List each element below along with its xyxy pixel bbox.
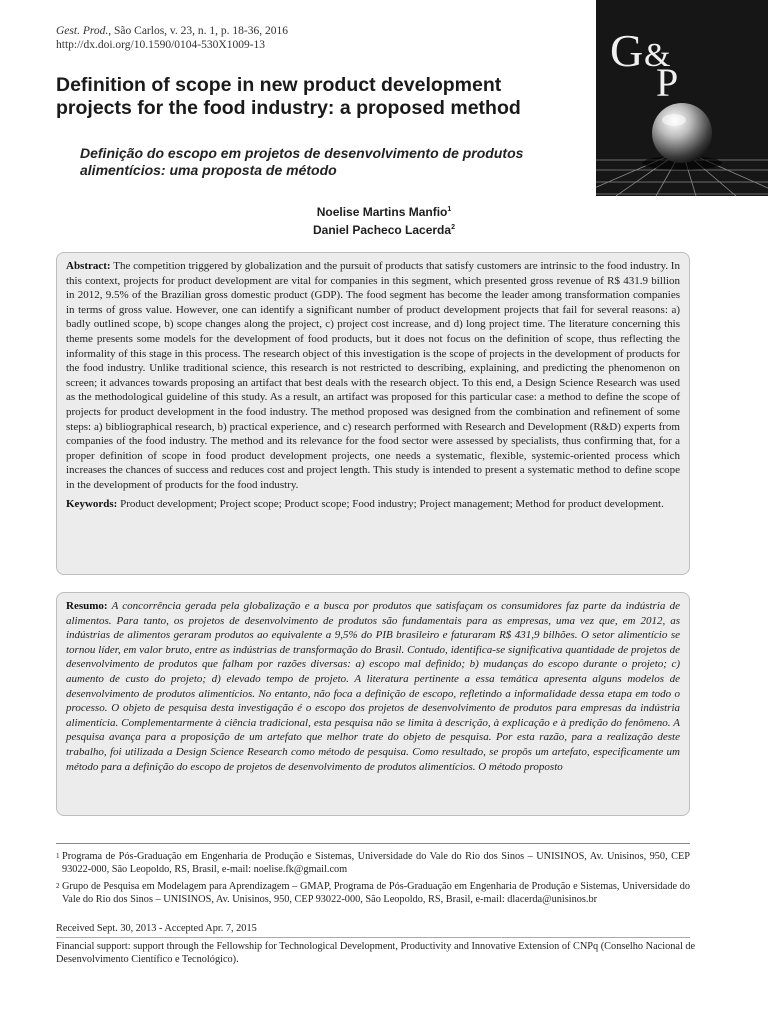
logo-letter-p: P [656, 60, 679, 105]
resumo-paragraph [66, 599, 680, 774]
abstract-box [56, 252, 690, 575]
financial-support: Financial support: support through the Fellowship for Technological Development, Productivity and Innovative Extension of CNPq (Conselho Nacional de Desenvolvimento Científico e Tecnológico). [56, 941, 696, 965]
author-name: Noelise Martins Manfio [316, 205, 448, 219]
abstract-text: The competition triggered by globalization and the pursuit of products that satisfy customers are intrinsic to the food industry. In this context, projects for product development are vital for companies in this segment, which presented gross revenue of R$ 431.9 billion in 2012, 9.5% of the Brazilian gross domestic product (GDP). The food segment has become the leader among transformation companies in terms of gross value. However, one can identify a significant number of product development projects that fail for several reasons: a) badly outlined scope, b) scope changes along the project, c) project cost increase, and d) long project time. The literature concerning this theme presents some models for the development of food products, but it does not focus on the definition of scope, thus reflecting the informality of this stage in this process. The research object of this investigation is the scope of projects in the development of products for the food industry. Unlike traditional science, this research is not restricted to describing, explaining, and predicting the phenomenon on screen; it advances towards proposing an artifact that best deals with the research object. To this end, a Design Science Research was used as the methodological guideline of this study. As a result, an artifact was proposed for this particular case: a method to define the scope of projects for product development in the food industry. The method proposed was designed from the combination and refinement of some steps: a) bibliographical research, b) practical experience, and c) research performed with Research and Development (R&D) experts from companies of the food industry. The method and its relevance for the food sector were assessed by specialists, thus confirming that, for a proper definition of scope in food product development projects, one needs a systematic, flexible, systemic-oriented process which increases the chances of success and reduces cost and project length. This study is intended to present a systematic method to define scope in the development of products for the food industry. [66, 260, 680, 491]
received-accepted-dates: Received Sept. 30, 2013 - Accepted Apr. 7, 2015 [56, 923, 257, 934]
author-name: Daniel Pacheco Lacerda [313, 223, 452, 237]
author-2 [0, 220, 768, 238]
keywords-paragraph [66, 497, 680, 512]
journal-details: , São Carlos, v. 23, n. 1, p. 18-36, 2016 [108, 25, 289, 37]
resumo-box [56, 592, 690, 816]
footnote-2 [56, 880, 690, 906]
footnote-mark: 1 [56, 852, 60, 860]
abstract-paragraph [66, 259, 680, 493]
logo-letter-g: G [610, 25, 644, 76]
footnote-1 [56, 850, 690, 876]
funding-divider [56, 937, 690, 938]
footnote-mark: 2 [56, 882, 60, 890]
article-subtitle: Definição do escopo em projetos de desenvolvimento de produtos alimentícios: uma proposta de método [80, 145, 524, 178]
journal-citation [56, 24, 288, 38]
logo-ampersand: & [644, 37, 671, 74]
author-list [0, 202, 768, 238]
journal-name: Gest. Prod. [56, 25, 109, 37]
footnote-divider [56, 843, 690, 844]
author-1 [0, 202, 768, 220]
abstract-label: Abstract: [66, 260, 111, 272]
author-mark: 2 [451, 224, 455, 231]
author-mark: 1 [447, 206, 452, 213]
keywords-text: Product development; Project scope; Product scope; Food industry; Project management; Method for product development. [120, 497, 664, 510]
journal-logo [596, 0, 768, 196]
keywords-label: Keywords: [66, 497, 118, 510]
resumo-label: Resumo: [66, 600, 108, 612]
globe-on-grid-logo-icon [596, 0, 768, 196]
resumo-text: A concorrência gerada pela globalização e a busca por produtos que satisfaçam os consumidores faz parte da indústria de alimentos. Para tanto, os projetos de desenvolvimento de produtos são fundamentais para as empresas, uma vez que, em 2012, as indústrias de alimentos geraram produtos ao equivalente a 9,5% do PIB brasileiro e faturaram R$ 431,9 bilhões. O setor alimentício se tornou líder, em valor bruto, entre as indústrias de transformação do Brasil. Contudo, identifica-se significativa quantidade de projetos de desenvolvimento de produtos que falham por razões diversas: a) escopo mal definido; b) mudanças do escopo durante o projeto; c) aumento de custo do projeto; d) elevado tempo de projeto. A literatura pertinente a essa temática apresenta alguns modelos de desenvolvimento de produtos alimentícios. No entanto, não foca a definição de escopo, refletindo a informalidade dessa etapa em todo o processo. O objeto de pesquisa desta investigação é o escopo dos projetos de desenvolvimento de produtos para empresas da indústria alimentícia. Complementarmente à ciência tradicional, esta pesquisa não se limita à descrição, à explicação e à predição do fenômeno. A pesquisa avança para a proposição de um artefato que melhor trate do objeto de pesquisa. Por esta razão, para a realização deste trabalho, foi utilizada a Design Science Research como método de pesquisa. Como resultado, se propôs um artefato, especificamente um método para a definição do escopo de projetos de desenvolvimento de produtos alimentícios. O método proposto [66, 600, 680, 773]
article-title: Definition of scope in new product development projects for the food industry: a proposed method [56, 74, 521, 119]
footnote-text: Programa de Pós-Graduação em Engenharia de Produção e Sistemas, Universidade do Vale do Rio dos Sinos – UNISINOS, Av. Unisinos, 950, CEP 93022-000, São Leopoldo, RS, Brasil, e-mail: noelise.fk@gmail.com [62, 851, 690, 875]
footnote-text: Grupo de Pesquisa em Modelagem para Aprendizagem – GMAP, Programa de Pós-Graduação em Engenharia de Produção e Sistemas, Universidade do Vale do Rio dos Sinos – UNISINOS, Av. Unisinos, 950, CEP 93022-000, São Leopoldo, RS, Brasil, e-mail: dlacerda@unisinos.br [62, 881, 690, 905]
doi-link[interactable]: http://dx.doi.org/10.1590/0104-530X1009-13 [56, 39, 266, 51]
journal-reference [56, 24, 288, 52]
